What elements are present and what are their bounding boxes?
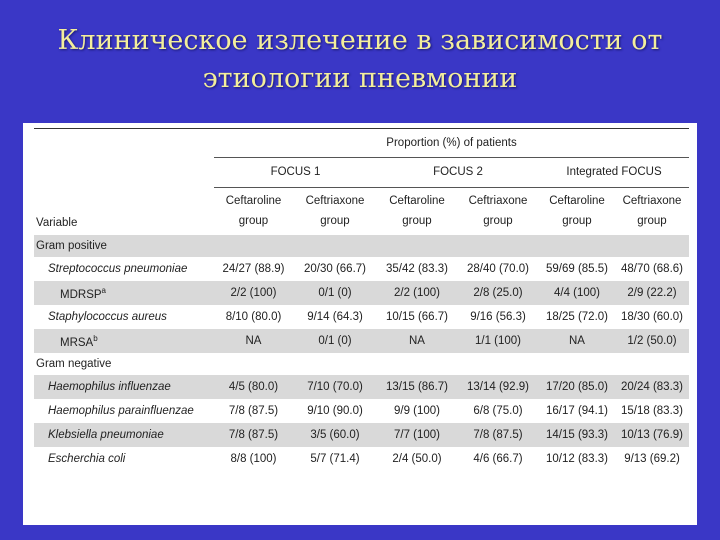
- value-cell: 7/10 (70.0): [293, 375, 377, 399]
- table-row: [34, 399, 689, 423]
- group-2-line-1: Ceftriaxone: [305, 195, 365, 208]
- value-cell: 4/4 (100): [539, 281, 615, 305]
- value-cell: 7/8 (87.5): [457, 423, 539, 447]
- value-cell: 8/8 (100): [230, 453, 277, 465]
- table-row: [34, 423, 689, 447]
- variable-cell: [34, 447, 214, 471]
- slide-title-line-1: Клиническое излечение в зависимости от: [57, 25, 663, 56]
- value-cell: 10/15 (66.7): [385, 311, 448, 323]
- value-cell: NA: [214, 329, 293, 353]
- group-6-line-2: group: [637, 215, 667, 228]
- group-4-line-2: group: [483, 215, 513, 228]
- value-cell: 2/2 (100): [214, 281, 293, 305]
- value-cell: 35/42 (83.3): [385, 263, 448, 275]
- value-cell: 13/15 (86.7): [377, 375, 457, 399]
- slide-title-line-2: этиологии пневмонии: [202, 63, 518, 94]
- value-cell: 9/10 (90.0): [307, 405, 363, 417]
- value-cell: 59/69 (85.5): [545, 263, 608, 275]
- header-group-1: [214, 187, 293, 235]
- variable-cell: [34, 329, 214, 353]
- table-row: [34, 257, 689, 281]
- variable-cell: [34, 305, 214, 329]
- variable-cell: [34, 375, 214, 399]
- value-cell: 6/8 (75.0): [473, 405, 523, 417]
- footnote-marker: a: [101, 285, 106, 295]
- section-row: [34, 353, 689, 375]
- variable-name: Haemophilus influenzae: [48, 381, 171, 393]
- value-cell: 16/17 (94.1): [545, 405, 608, 417]
- value-cell: 0/1 (0): [293, 329, 377, 353]
- variable-name: Staphylococcus aureus: [48, 311, 167, 323]
- value-cell: 13/14 (92.9): [457, 375, 539, 399]
- header-group-5: [539, 187, 615, 235]
- footnote-marker: b: [93, 333, 98, 343]
- value-cell: 8/10 (80.0): [225, 311, 282, 323]
- variable-name: Haemophilus parainfluenzae: [48, 405, 194, 417]
- value-cell: NA: [377, 329, 457, 353]
- value-cell: 9/9 (100): [393, 405, 441, 417]
- header-group-2: [293, 187, 377, 235]
- header-proportion: Proportion (%) of patients: [214, 129, 689, 157]
- table-row: [34, 305, 689, 329]
- value-cell: 7/8 (87.5): [214, 423, 293, 447]
- variable-name: MDRSP: [60, 288, 102, 301]
- variable-cell: [34, 423, 214, 447]
- group-5-line-1: Ceftaroline: [549, 195, 605, 208]
- variable-cell: [34, 281, 214, 305]
- variable-cell: [34, 399, 214, 423]
- variable-name: Escherchia coli: [48, 453, 126, 465]
- value-cell: NA: [539, 329, 615, 353]
- value-cell: 15/18 (83.3): [620, 405, 683, 417]
- value-cell: 9/16 (56.3): [470, 311, 526, 323]
- value-cell: 9/13 (69.2): [624, 453, 680, 465]
- value-cell: 4/5 (80.0): [214, 375, 293, 399]
- table-panel: [23, 123, 697, 525]
- section-label: Gram negative: [36, 358, 112, 370]
- value-cell: 17/20 (85.0): [539, 375, 615, 399]
- header-group-6: [615, 187, 689, 235]
- value-cell: 7/7 (100): [377, 423, 457, 447]
- value-cell: 28/40 (70.0): [466, 263, 529, 275]
- value-cell: 2/2 (100): [377, 281, 457, 305]
- value-cell: 14/15 (93.3): [539, 423, 615, 447]
- value-cell: 10/12 (83.3): [545, 453, 608, 465]
- group-4-line-1: Ceftriaxone: [468, 195, 528, 208]
- header-group-3: [377, 187, 457, 235]
- value-cell: 1/1 (100): [457, 329, 539, 353]
- results-table: [34, 128, 689, 471]
- group-2-line-2: group: [320, 215, 350, 228]
- variable-name: Klebsiella pneumoniae: [48, 429, 164, 441]
- value-cell: 18/30 (60.0): [620, 311, 683, 323]
- header-variable: Variable: [36, 217, 78, 229]
- value-cell: 24/27 (88.9): [222, 263, 285, 275]
- variable-cell: [34, 257, 214, 281]
- value-cell: 2/4 (50.0): [392, 453, 442, 465]
- group-3-line-2: group: [402, 215, 432, 228]
- header-integrated-focus: Integrated FOCUS: [539, 157, 689, 187]
- value-cell: 9/14 (64.3): [307, 311, 363, 323]
- table-row: [34, 375, 689, 399]
- group-1-line-1: Ceftaroline: [225, 195, 282, 208]
- variable-name: Streptococcus pneumoniae: [48, 263, 188, 275]
- value-cell: 0/1 (0): [293, 281, 377, 305]
- table-body: [34, 129, 689, 472]
- table-row: [34, 447, 689, 471]
- value-cell: 48/70 (68.6): [620, 263, 683, 275]
- value-cell: 20/30 (66.7): [303, 263, 366, 275]
- header-focus-2: FOCUS 2: [377, 157, 539, 187]
- value-cell: 20/24 (83.3): [615, 375, 689, 399]
- value-cell: 18/25 (72.0): [545, 311, 608, 323]
- value-cell: 2/9 (22.2): [615, 281, 689, 305]
- group-5-line-2: group: [562, 215, 592, 228]
- section-row: [34, 235, 689, 257]
- group-6-line-1: Ceftriaxone: [622, 195, 682, 208]
- value-cell: 1/2 (50.0): [615, 329, 689, 353]
- value-cell: 4/6 (66.7): [473, 453, 523, 465]
- group-1-line-2: group: [238, 215, 269, 228]
- value-cell: 2/8 (25.0): [457, 281, 539, 305]
- header-focus-1: FOCUS 1: [214, 157, 377, 187]
- value-cell: 7/8 (87.5): [228, 405, 279, 417]
- value-cell: 5/7 (71.4): [310, 453, 360, 465]
- header-group-4: [457, 187, 539, 235]
- table-row: [34, 281, 689, 305]
- slide-title: [0, 22, 720, 98]
- group-3-line-1: Ceftaroline: [389, 195, 445, 208]
- value-cell: 10/13 (76.9): [615, 423, 689, 447]
- variable-name: MRSA: [60, 336, 94, 349]
- table-row: [34, 329, 689, 353]
- value-cell: 3/5 (60.0): [293, 423, 377, 447]
- section-label: Gram positive: [34, 235, 689, 257]
